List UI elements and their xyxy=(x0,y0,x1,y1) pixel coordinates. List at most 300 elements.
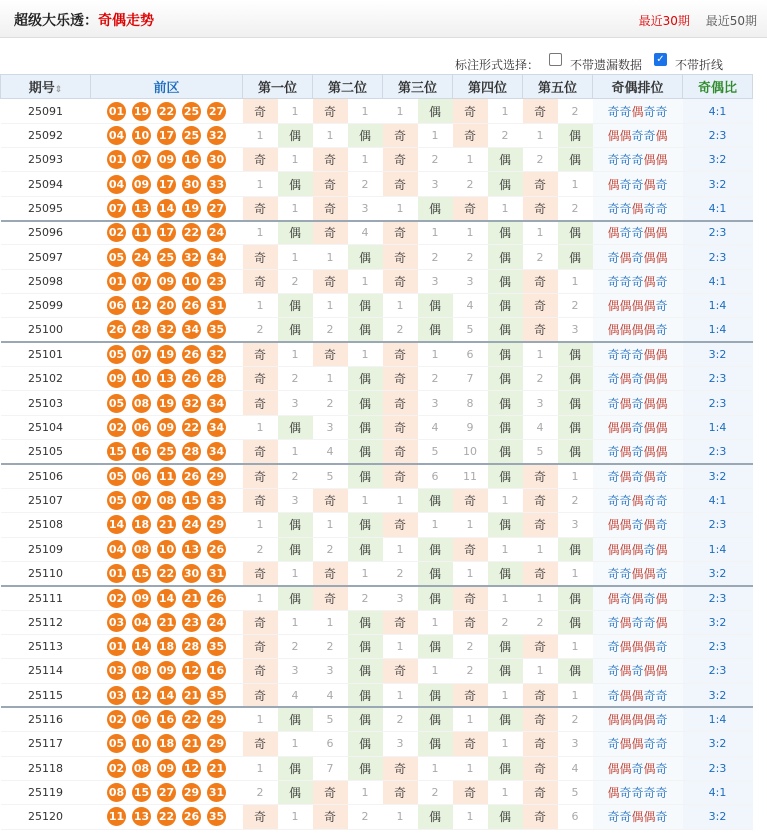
pos5-even-cell: 偶 xyxy=(558,610,593,634)
pos2-odd-cell: 奇 xyxy=(313,99,348,123)
pos3-odd-cell: 1 xyxy=(396,640,404,654)
ball: 06 xyxy=(132,710,151,729)
pos1-odd-cell: 奇 xyxy=(243,488,278,512)
ball: 10 xyxy=(132,369,151,388)
ratio-cell: 2:3 xyxy=(683,756,753,780)
pos5-odd-cell: 1 xyxy=(536,664,544,678)
ratio-cell: 2:3 xyxy=(683,586,753,610)
issue-cell: 25101 xyxy=(1,342,91,366)
recent-50-link[interactable]: 最近50期 xyxy=(705,14,757,28)
pos1-odd-cell: 1 xyxy=(243,707,278,731)
pos2-odd-cell: 奇 xyxy=(313,488,348,512)
pos3-even-cell: 1 xyxy=(431,128,439,142)
pos3-even-cell: 2 xyxy=(431,372,439,386)
table-row xyxy=(1,805,753,829)
pos2-even-cell: 偶 xyxy=(348,683,383,707)
ball: 02 xyxy=(107,710,126,729)
front-balls-cell xyxy=(91,756,243,780)
pos3-header: 第三位 xyxy=(383,75,453,99)
pos2-odd-cell: 5 xyxy=(313,707,348,731)
pos1-header: 第一位 xyxy=(243,75,313,99)
pos4-odd-cell: 1 xyxy=(453,221,488,245)
pos4-even-cell: 1 xyxy=(488,586,523,610)
pos3-even-cell: 3 xyxy=(431,274,439,288)
issue-cell: 25117 xyxy=(28,737,63,751)
ball: 28 xyxy=(182,637,201,656)
pos3-even-cell: 偶 xyxy=(418,537,453,561)
title-main: 奇偶走势 xyxy=(98,13,154,29)
pos5-odd-cell: 奇 xyxy=(523,707,558,731)
front-balls-cell xyxy=(91,367,243,391)
ball: 21 xyxy=(182,686,201,705)
table-row xyxy=(1,318,753,342)
issue-header[interactable]: 期号⇕ xyxy=(1,75,91,99)
order-cell: 奇偶偶奇奇 xyxy=(593,732,683,756)
period-switch xyxy=(627,12,757,29)
pos4-odd-cell: 5 xyxy=(466,323,474,337)
pos5-odd-cell: 奇 xyxy=(523,780,558,804)
pos2-even-cell: 偶 xyxy=(348,367,383,391)
pos4-odd-cell: 1 xyxy=(453,707,488,731)
ball: 32 xyxy=(182,248,201,267)
issue-cell: 25103 xyxy=(28,396,63,410)
order-cell: 奇偶奇偶偶 xyxy=(593,440,683,464)
pos2-odd-cell: 1 xyxy=(326,128,334,142)
ball: 30 xyxy=(182,175,201,194)
ball: 02 xyxy=(107,759,126,778)
pos4-even-cell: 1 xyxy=(501,201,509,215)
pos4-even-cell: 偶 xyxy=(488,148,523,172)
pos3-even-cell: 6 xyxy=(418,464,453,488)
pos3-odd-cell: 奇 xyxy=(383,245,418,269)
ball: 09 xyxy=(157,759,176,778)
pos1-odd-cell: 奇 xyxy=(243,245,278,269)
ball: 26 xyxy=(107,320,126,339)
pos4-even-cell: 偶 xyxy=(488,440,523,464)
pos2-odd-cell: 1 xyxy=(326,250,334,264)
pos2-even-cell: 偶 xyxy=(348,610,383,634)
pos3-even-cell: 偶 xyxy=(418,805,453,829)
front-balls-cell xyxy=(91,196,243,220)
ratio-header: 奇偶比 xyxy=(683,75,753,99)
pos3-even-cell: 偶 xyxy=(418,488,453,512)
ball: 29 xyxy=(207,467,226,486)
table-row xyxy=(1,269,753,293)
pos2-even-cell: 偶 xyxy=(348,537,383,561)
table-row xyxy=(1,196,753,220)
pos2-header: 第二位 xyxy=(313,75,383,99)
pos3-odd-cell: 奇 xyxy=(383,269,418,293)
pos5-odd-cell: 奇 xyxy=(523,683,558,707)
issue-cell: 25106 xyxy=(1,464,91,488)
issue-cell: 25120 xyxy=(28,810,63,824)
ball: 01 xyxy=(107,272,126,291)
pos4-even-cell: 偶 xyxy=(488,561,523,585)
pos2-even-cell: 4 xyxy=(348,221,383,245)
ball: 17 xyxy=(157,126,176,145)
ball: 15 xyxy=(182,491,201,510)
pos4-even-cell: 1 xyxy=(501,104,509,118)
pos3-odd-cell: 奇 xyxy=(383,172,418,196)
pos1-odd-cell: 奇 xyxy=(243,342,278,366)
pos1-odd-cell: 奇 xyxy=(243,196,278,220)
table-row xyxy=(1,367,753,391)
order-cell: 偶偶偶偶奇 xyxy=(593,318,683,342)
order-cell: 奇奇奇偶偶 xyxy=(593,148,683,172)
option-label: 标注形式选择： xyxy=(455,58,540,72)
option-bar xyxy=(0,50,767,74)
pos3-odd-cell: 3 xyxy=(383,586,418,610)
ball: 04 xyxy=(132,613,151,632)
pos5-even-cell: 偶 xyxy=(558,537,593,561)
title-prefix: 超级大乐透： xyxy=(14,13,98,29)
sort-icon[interactable]: ⇕ xyxy=(54,85,63,96)
order-cell: 偶奇奇偶偶 xyxy=(593,221,683,245)
pos1-odd-cell: 1 xyxy=(243,221,278,245)
issue-cell: 25097 xyxy=(28,250,63,264)
pos4-even-cell: 偶 xyxy=(488,707,523,731)
ratio-cell: 3:2 xyxy=(683,610,753,634)
pos1-even-cell: 偶 xyxy=(278,756,313,780)
pos5-odd-cell: 奇 xyxy=(523,172,558,196)
ball: 21 xyxy=(157,613,176,632)
pos2-even-cell: 偶 xyxy=(348,732,383,756)
pos4-odd-cell: 奇 xyxy=(453,683,488,707)
ball: 13 xyxy=(132,199,151,218)
ball: 16 xyxy=(132,442,151,461)
pos3-even-cell: 偶 xyxy=(418,318,453,342)
pos2-even-cell: 偶 xyxy=(348,294,383,318)
pos4-even-cell: 偶 xyxy=(488,659,523,683)
ball: 31 xyxy=(207,783,226,802)
ball: 13 xyxy=(157,369,176,388)
pos3-even-cell: 3 xyxy=(431,177,439,191)
ball: 05 xyxy=(107,491,126,510)
pos4-odd-cell: 奇 xyxy=(453,99,488,123)
order-cell: 偶偶奇偶奇 xyxy=(593,756,683,780)
front-balls-cell xyxy=(91,415,243,439)
pos1-even-cell: 1 xyxy=(291,445,299,459)
ball: 31 xyxy=(207,296,226,315)
pos2-odd-cell: 奇 xyxy=(313,148,348,172)
pos5-even-cell: 偶 xyxy=(558,245,593,269)
ball: 25 xyxy=(182,102,201,121)
pos4-even-cell: 偶 xyxy=(488,172,523,196)
pos5-even-cell: 2 xyxy=(571,299,579,313)
no-omission-label[interactable]: 不带遗漏数据 xyxy=(570,58,643,72)
pos5-odd-cell: 1 xyxy=(536,128,544,142)
ball: 34 xyxy=(207,442,226,461)
issue-cell: 25100 xyxy=(28,323,63,337)
front-balls-cell xyxy=(91,318,243,342)
pos2-even-cell: 偶 xyxy=(348,391,383,415)
issue-cell: 25109 xyxy=(28,542,63,556)
pos4-odd-cell: 2 xyxy=(466,177,474,191)
ball: 10 xyxy=(132,126,151,145)
pos2-odd-cell: 5 xyxy=(313,464,348,488)
pos4-odd-cell: 11 xyxy=(453,464,488,488)
ball: 31 xyxy=(207,564,226,583)
ball: 05 xyxy=(107,345,126,364)
front-balls-cell xyxy=(91,221,243,245)
pos5-odd-cell: 奇 xyxy=(523,805,558,829)
pos1-odd-cell: 奇 xyxy=(243,659,278,683)
pos2-even-cell: 偶 xyxy=(348,464,383,488)
pos2-even-cell: 偶 xyxy=(348,707,383,731)
pos3-even-cell: 5 xyxy=(431,445,439,459)
ball: 26 xyxy=(182,467,201,486)
pos4-odd-cell: 奇 xyxy=(453,610,488,634)
pos5-even-cell: 偶 xyxy=(558,367,593,391)
ball: 01 xyxy=(107,637,126,656)
pos4-even-cell: 1 xyxy=(501,737,509,751)
order-cell: 偶偶偶偶奇 xyxy=(593,707,683,731)
pos1-even-cell: 2 xyxy=(278,464,313,488)
pos3-odd-cell: 奇 xyxy=(383,756,418,780)
pos4-even-cell: 1 xyxy=(501,786,509,800)
pos2-even-cell: 1 xyxy=(348,342,383,366)
ball: 24 xyxy=(132,248,151,267)
pos3-odd-cell: 1 xyxy=(396,810,404,824)
front-balls-cell xyxy=(91,707,243,731)
ratio-cell: 4:1 xyxy=(683,99,753,123)
order-cell: 偶偶奇奇偶 xyxy=(593,123,683,147)
ball: 15 xyxy=(132,783,151,802)
issue-cell: 25098 xyxy=(28,274,63,288)
pos5-odd-cell: 奇 xyxy=(523,634,558,658)
pos5-even-cell: 3 xyxy=(571,323,579,337)
pos5-even-cell: 1 xyxy=(571,566,579,580)
pos5-odd-cell: 奇 xyxy=(523,732,558,756)
pos2-even-cell: 2 xyxy=(361,810,369,824)
ball: 33 xyxy=(207,491,226,510)
ball: 15 xyxy=(107,442,126,461)
pos3-even-cell: 偶 xyxy=(418,707,453,731)
pos2-even-cell: 1 xyxy=(361,274,369,288)
pos1-even-cell: 2 xyxy=(291,372,299,386)
pos5-even-cell: 偶 xyxy=(558,415,593,439)
pos2-even-cell: 偶 xyxy=(348,318,383,342)
pos3-even-cell: 1 xyxy=(431,518,439,532)
pos1-odd-cell: 2 xyxy=(256,323,264,337)
pos2-odd-cell: 4 xyxy=(326,688,334,702)
ball: 26 xyxy=(207,589,226,608)
ball: 22 xyxy=(182,710,201,729)
pos5-odd-cell: 1 xyxy=(523,586,558,610)
ball: 18 xyxy=(157,734,176,753)
pos3-even-cell: 2 xyxy=(431,786,439,800)
ball: 14 xyxy=(132,637,151,656)
ball: 34 xyxy=(207,394,226,413)
ball: 09 xyxy=(157,150,176,169)
pos3-odd-cell: 奇 xyxy=(383,415,418,439)
ball: 12 xyxy=(132,686,151,705)
pos2-odd-cell: 奇 xyxy=(313,342,348,366)
pos2-odd-cell: 2 xyxy=(326,323,334,337)
issue-cell: 25110 xyxy=(28,566,63,580)
ball: 06 xyxy=(132,418,151,437)
pos3-odd-cell: 奇 xyxy=(383,440,418,464)
no-omission-checkbox[interactable] xyxy=(549,53,562,66)
pos1-even-cell: 1 xyxy=(291,737,299,751)
ball: 06 xyxy=(107,296,126,315)
ratio-cell: 3:2 xyxy=(683,172,753,196)
table-row xyxy=(1,634,753,658)
ball: 13 xyxy=(132,807,151,826)
ball: 21 xyxy=(157,515,176,534)
pos2-odd-cell: 奇 xyxy=(313,586,348,610)
no-line-checkbox[interactable]: ✓ xyxy=(654,53,667,66)
front-balls-cell xyxy=(91,294,243,318)
pos1-even-cell: 4 xyxy=(291,688,299,702)
ball: 04 xyxy=(107,126,126,145)
ratio-cell: 3:2 xyxy=(683,148,753,172)
ball: 10 xyxy=(157,540,176,559)
table-row xyxy=(1,294,753,318)
ball: 14 xyxy=(157,686,176,705)
pos5-odd-cell: 奇 xyxy=(523,561,558,585)
ball: 13 xyxy=(182,540,201,559)
pos3-even-cell: 1 xyxy=(431,664,439,678)
pos5-odd-cell: 1 xyxy=(523,342,558,366)
pos4-odd-cell: 2 xyxy=(466,250,474,264)
ball: 25 xyxy=(157,442,176,461)
ball: 16 xyxy=(207,661,226,680)
pos5-even-cell: 1 xyxy=(571,177,579,191)
ratio-cell: 3:2 xyxy=(683,342,753,366)
pos4-even-cell: 偶 xyxy=(488,245,523,269)
pos3-even-cell: 偶 xyxy=(418,196,453,220)
pos1-even-cell: 1 xyxy=(291,104,299,118)
pos3-even-cell: 偶 xyxy=(418,561,453,585)
ratio-cell: 4:1 xyxy=(683,780,753,804)
pos5-header: 第五位 xyxy=(523,75,593,99)
table-body xyxy=(1,99,753,829)
pos3-odd-cell: 奇 xyxy=(383,342,418,366)
order-cell: 偶奇奇偶奇 xyxy=(593,172,683,196)
pos5-odd-cell: 2 xyxy=(536,153,544,167)
pos3-odd-cell: 奇 xyxy=(383,391,418,415)
issue-cell: 25096 xyxy=(1,221,91,245)
pos2-odd-cell: 2 xyxy=(326,396,334,410)
front-balls-cell xyxy=(91,732,243,756)
recent-30-link[interactable]: 最近30期 xyxy=(638,14,690,28)
pos4-odd-cell: 10 xyxy=(463,445,477,459)
order-cell: 偶奇偶奇偶 xyxy=(593,586,683,610)
pos1-even-cell: 3 xyxy=(291,494,299,508)
pos4-even-cell: 偶 xyxy=(488,634,523,658)
pos2-odd-cell: 1 xyxy=(326,518,334,532)
ball: 16 xyxy=(157,710,176,729)
order-cell: 奇奇奇偶偶 xyxy=(593,342,683,366)
pos1-even-cell: 2 xyxy=(291,274,299,288)
pos4-even-cell: 2 xyxy=(501,615,509,629)
pos2-odd-cell: 2 xyxy=(326,640,334,654)
ball: 32 xyxy=(207,126,226,145)
ratio-cell: 2:3 xyxy=(683,440,753,464)
ball: 28 xyxy=(182,442,201,461)
ball: 09 xyxy=(107,369,126,388)
ball: 22 xyxy=(157,807,176,826)
pos1-odd-cell: 1 xyxy=(256,177,264,191)
pos4-header: 第四位 xyxy=(453,75,523,99)
pos1-odd-cell: 奇 xyxy=(243,805,278,829)
pos2-odd-cell: 2 xyxy=(326,542,334,556)
pos1-even-cell: 偶 xyxy=(278,318,313,342)
ball: 26 xyxy=(182,345,201,364)
ball: 11 xyxy=(157,467,176,486)
pos3-odd-cell: 1 xyxy=(396,299,404,313)
issue-cell: 25105 xyxy=(28,445,63,459)
ball: 34 xyxy=(207,248,226,267)
pos5-even-cell: 2 xyxy=(558,707,593,731)
ratio-cell: 4:1 xyxy=(683,196,753,220)
pos3-odd-cell: 奇 xyxy=(383,148,418,172)
ball: 29 xyxy=(207,710,226,729)
pos1-odd-cell: 1 xyxy=(256,518,264,532)
ball: 35 xyxy=(207,686,226,705)
order-cell: 偶偶偶奇偶 xyxy=(593,537,683,561)
ball: 25 xyxy=(157,248,176,267)
order-cell: 奇奇偶奇奇 xyxy=(593,488,683,512)
ball: 30 xyxy=(182,564,201,583)
pos1-even-cell: 偶 xyxy=(278,294,313,318)
table-row xyxy=(1,391,753,415)
ball: 05 xyxy=(107,248,126,267)
pos4-even-cell: 偶 xyxy=(488,513,523,537)
pos1-odd-cell: 奇 xyxy=(243,561,278,585)
ball: 06 xyxy=(132,467,151,486)
ball: 03 xyxy=(107,613,126,632)
pos1-even-cell: 偶 xyxy=(278,172,313,196)
pos5-odd-cell: 奇 xyxy=(523,756,558,780)
ball: 09 xyxy=(132,175,151,194)
front-balls-cell xyxy=(91,610,243,634)
pos4-even-cell: 偶 xyxy=(488,367,523,391)
pos3-odd-cell: 1 xyxy=(396,542,404,556)
pos4-even-cell: 偶 xyxy=(488,415,523,439)
pos3-even-cell: 偶 xyxy=(418,634,453,658)
ball: 26 xyxy=(182,296,201,315)
pos1-odd-cell: 1 xyxy=(256,761,264,775)
pos1-odd-cell: 奇 xyxy=(243,99,278,123)
issue-cell: 25113 xyxy=(28,640,63,654)
no-line-label[interactable]: 不带折线 xyxy=(675,58,724,72)
ball: 22 xyxy=(157,102,176,121)
order-cell: 偶偶偶偶奇 xyxy=(593,294,683,318)
pos2-even-cell: 1 xyxy=(361,104,369,118)
ball: 24 xyxy=(182,515,201,534)
pos4-odd-cell: 6 xyxy=(453,342,488,366)
ball: 15 xyxy=(132,564,151,583)
pos5-even-cell: 偶 xyxy=(558,148,593,172)
ball: 28 xyxy=(132,320,151,339)
ball: 21 xyxy=(182,734,201,753)
ball: 32 xyxy=(182,394,201,413)
pos5-even-cell: 1 xyxy=(558,464,593,488)
ball: 22 xyxy=(182,223,201,242)
order-cell: 奇偶偶奇奇 xyxy=(593,683,683,707)
pos5-even-cell: 偶 xyxy=(558,391,593,415)
pos5-odd-cell: 5 xyxy=(536,445,544,459)
ratio-cell: 3:2 xyxy=(683,732,753,756)
pos4-even-cell: 1 xyxy=(501,542,509,556)
pos4-even-cell: 偶 xyxy=(488,805,523,829)
pos5-even-cell: 3 xyxy=(571,737,579,751)
ratio-cell: 2:3 xyxy=(683,634,753,658)
pos3-odd-cell: 奇 xyxy=(383,367,418,391)
pos3-odd-cell: 2 xyxy=(383,707,418,731)
